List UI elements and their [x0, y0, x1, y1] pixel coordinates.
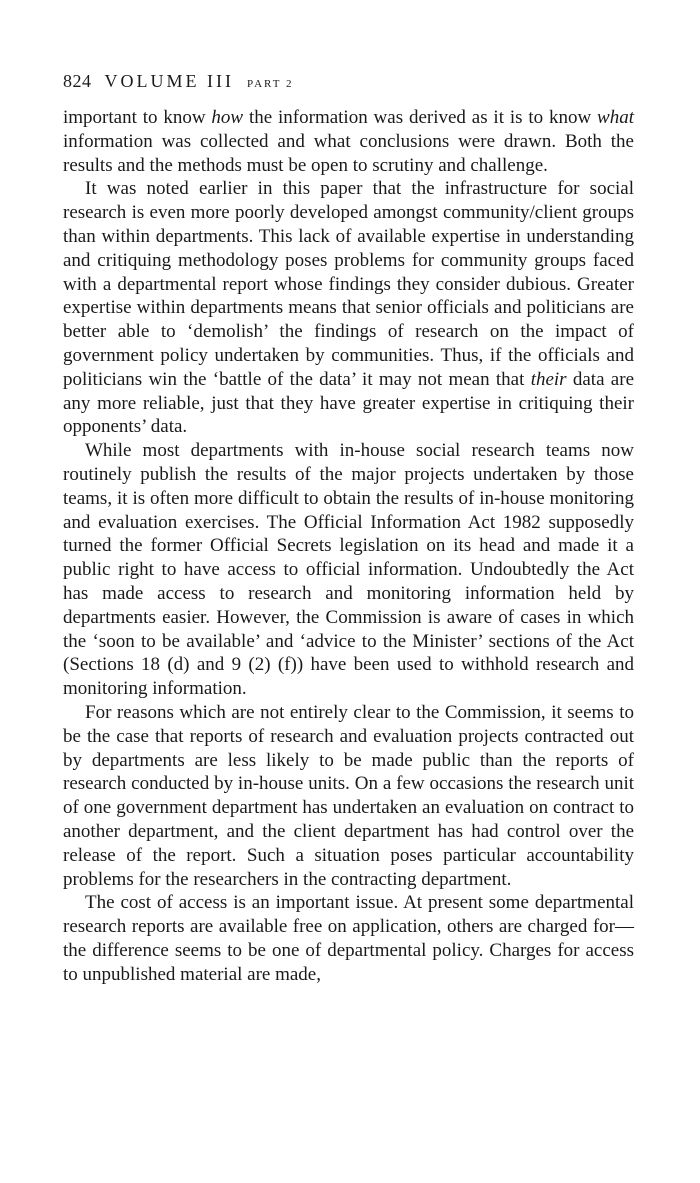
running-head	[63, 66, 634, 96]
paragraph	[63, 701, 634, 891]
volume-label: VOLUME III	[104, 71, 234, 91]
emphasis: their	[530, 368, 567, 390]
part-label: PART 2	[246, 78, 294, 90]
emphasis: what	[597, 107, 634, 128]
paragraph-continued	[63, 106, 634, 177]
text-run: the information was derived as it is to know	[243, 107, 598, 128]
body-text	[63, 106, 634, 986]
page-number: 824	[63, 71, 92, 91]
emphasis: how	[211, 107, 244, 128]
text-run: information was collected and what conclusions were drawn. Both the results and the methods must be open to scrutiny and challenge.	[63, 130, 634, 176]
paragraph	[63, 177, 634, 439]
paragraph	[63, 439, 634, 701]
text-run: data are any more reliable, just that they have greater expertise in critiquing their opponents’ data.	[63, 368, 634, 438]
document-page	[63, 66, 634, 986]
text-run: For reasons which are not entirely clear to the Commission, it seems to be the case that reports of research and evaluation projects contracted out by departments are less likely to be made public than the reports of research conducted by in-house units. On a few occasions the research unit of one government department has undertaken an evaluation on contract to another department, and the client department has had control over the release of the report. Such a situation poses particular accountability problems for the researchers in the contracting department.	[63, 701, 634, 890]
text-run: It was noted earlier in this paper that the infrastructure for social research is even more poorly developed amongst community/client groups than within departments. This lack of available expertise in understanding and critiquing methodology poses problems for community groups faced with a departmental report whose findings they consider dubious. Greater expertise within departments means that senior officials and politicians are better able to ‘demolish’ the findings of research on the impact of government policy undertaken by communities. Thus, if the officials and politicians win the ‘battle of the data’ it may not mean that	[63, 178, 634, 390]
text-run: The cost of access is an important issue. At present some departmental research reports are available free on application, others are charged for—the difference seems to be one of departmental policy. Charges for access to unpublished material are made,	[63, 892, 634, 985]
paragraph	[63, 891, 634, 986]
text-run: While most departments with in-house social research teams now routinely publish the results of the major projects undertaken by those teams, it is often more difficult to obtain the results of in-house monitoring and evaluation exercises. The Official Information Act 1982 supposedly turned the former Official Secrets legislation on its head and made it a public right to have access to official information. Undoubtedly the Act has made access to research and monitoring information held by departments easier. However, the Commission is aware of cases in which the ‘soon to be available’ and ‘advice to the Minister’ sections of the Act (Sections 18 (d) and 9 (2) (f)) have been used to withhold research and monitoring information.	[63, 440, 634, 700]
text-run: important to know	[63, 107, 212, 128]
